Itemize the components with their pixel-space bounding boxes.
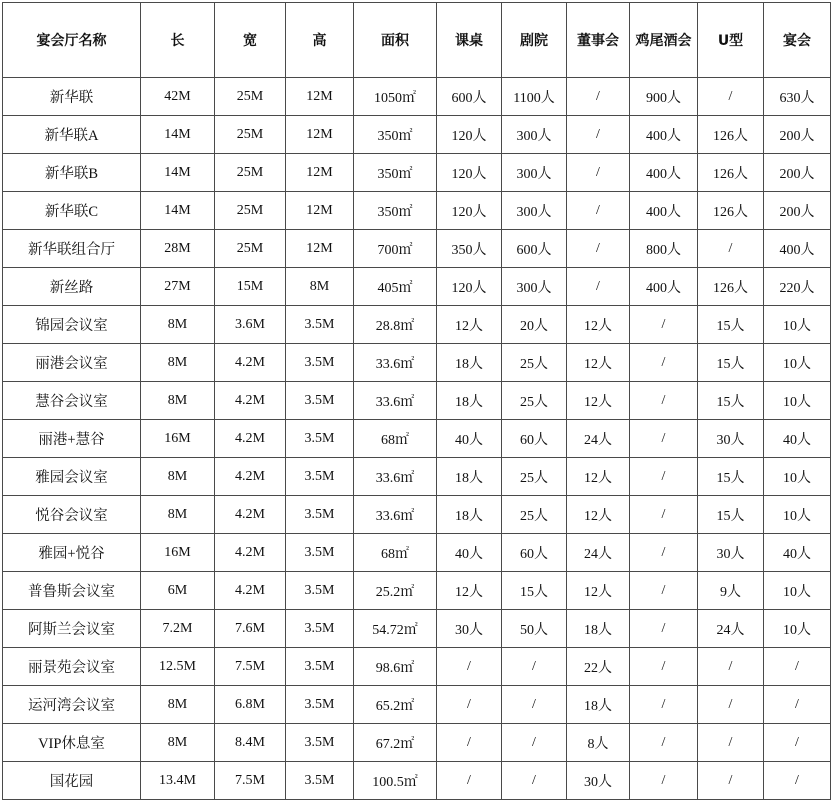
cell-height: 3.5M (286, 534, 354, 572)
cell-boardroom: / (567, 192, 630, 230)
col-header-theater: 剧院 (502, 3, 567, 78)
cell-hall-name: 新华联C (3, 192, 141, 230)
cell-height: 12M (286, 116, 354, 154)
cell-area: 100.5㎡ (354, 762, 437, 800)
cell-u-shape: 15人 (698, 344, 764, 382)
cell-hall-name: 国花园 (3, 762, 141, 800)
cell-area: 1050㎡ (354, 78, 437, 116)
cell-banquet: / (764, 762, 831, 800)
cell-boardroom: 12人 (567, 496, 630, 534)
cell-width: 4.2M (215, 458, 286, 496)
cell-u-shape: 15人 (698, 382, 764, 420)
cell-boardroom: 18人 (567, 610, 630, 648)
cell-u-shape: 15人 (698, 458, 764, 496)
table-row (3, 268, 831, 306)
cell-theater: / (502, 762, 567, 800)
cell-u-shape: 15人 (698, 496, 764, 534)
cell-cocktail: / (630, 724, 698, 762)
cell-width: 7.6M (215, 610, 286, 648)
cell-theater: 20人 (502, 306, 567, 344)
cell-width: 4.2M (215, 344, 286, 382)
cell-banquet: 200人 (764, 154, 831, 192)
cell-banquet: 10人 (764, 496, 831, 534)
cell-classroom: / (437, 724, 502, 762)
table-row (3, 686, 831, 724)
cell-classroom: 18人 (437, 496, 502, 534)
cell-width: 7.5M (215, 762, 286, 800)
cell-theater: 25人 (502, 458, 567, 496)
cell-length: 8M (141, 496, 215, 534)
col-header-width: 宽 (215, 3, 286, 78)
cell-hall-name: 雅园+悦谷 (3, 534, 141, 572)
cell-boardroom: 22人 (567, 648, 630, 686)
cell-height: 3.5M (286, 610, 354, 648)
table-row (3, 78, 831, 116)
col-header-u-shape: U型 (698, 3, 764, 78)
cell-u-shape: 126人 (698, 192, 764, 230)
cell-height: 12M (286, 192, 354, 230)
col-header-cocktail: 鸡尾酒会 (630, 3, 698, 78)
table-row (3, 534, 831, 572)
table-row (3, 762, 831, 800)
cell-cocktail: / (630, 306, 698, 344)
cell-u-shape: 126人 (698, 116, 764, 154)
cell-u-shape: 126人 (698, 268, 764, 306)
cell-area: 350㎡ (354, 154, 437, 192)
cell-hall-name: 雅园会议室 (3, 458, 141, 496)
cell-area: 67.2㎡ (354, 724, 437, 762)
cell-hall-name: 运河湾会议室 (3, 686, 141, 724)
cell-boardroom: / (567, 116, 630, 154)
cell-length: 8M (141, 382, 215, 420)
cell-u-shape: / (698, 762, 764, 800)
cell-classroom: 120人 (437, 192, 502, 230)
cell-cocktail: 400人 (630, 116, 698, 154)
cell-classroom: 40人 (437, 420, 502, 458)
venue-table (2, 2, 831, 800)
cell-length: 12.5M (141, 648, 215, 686)
cell-length: 14M (141, 192, 215, 230)
cell-boardroom: / (567, 230, 630, 268)
cell-height: 12M (286, 230, 354, 268)
table-row (3, 724, 831, 762)
cell-hall-name: 慧谷会议室 (3, 382, 141, 420)
cell-width: 25M (215, 116, 286, 154)
table-row (3, 382, 831, 420)
cell-hall-name: 丽港+慧谷 (3, 420, 141, 458)
cell-u-shape: 15人 (698, 306, 764, 344)
cell-width: 25M (215, 154, 286, 192)
cell-boardroom: 30人 (567, 762, 630, 800)
cell-theater: 1100人 (502, 78, 567, 116)
cell-length: 8M (141, 344, 215, 382)
table-row (3, 306, 831, 344)
cell-area: 54.72㎡ (354, 610, 437, 648)
cell-banquet: 630人 (764, 78, 831, 116)
cell-theater: 25人 (502, 496, 567, 534)
cell-hall-name: 锦园会议室 (3, 306, 141, 344)
cell-classroom: 120人 (437, 268, 502, 306)
cell-theater: 60人 (502, 420, 567, 458)
cell-length: 27M (141, 268, 215, 306)
cell-classroom: 30人 (437, 610, 502, 648)
cell-length: 8M (141, 686, 215, 724)
cell-banquet: 40人 (764, 420, 831, 458)
cell-length: 8M (141, 724, 215, 762)
cell-banquet: 10人 (764, 458, 831, 496)
cell-boardroom: 12人 (567, 458, 630, 496)
col-header-hall-name: 宴会厅名称 (3, 3, 141, 78)
cell-width: 25M (215, 192, 286, 230)
cell-cocktail: / (630, 534, 698, 572)
cell-theater: 300人 (502, 154, 567, 192)
table-row (3, 192, 831, 230)
cell-u-shape: / (698, 648, 764, 686)
cell-hall-name: 新华联组合厅 (3, 230, 141, 268)
cell-cocktail: 400人 (630, 154, 698, 192)
cell-cocktail: / (630, 420, 698, 458)
cell-boardroom: 24人 (567, 420, 630, 458)
table-row (3, 344, 831, 382)
cell-width: 3.6M (215, 306, 286, 344)
cell-hall-name: VIP休息室 (3, 724, 141, 762)
cell-width: 4.2M (215, 420, 286, 458)
cell-classroom: 12人 (437, 572, 502, 610)
cell-length: 8M (141, 306, 215, 344)
cell-length: 28M (141, 230, 215, 268)
cell-cocktail: 800人 (630, 230, 698, 268)
cell-theater: 25人 (502, 344, 567, 382)
table-row (3, 230, 831, 268)
cell-theater: 300人 (502, 268, 567, 306)
cell-u-shape: / (698, 686, 764, 724)
table-row (3, 458, 831, 496)
cell-area: 33.6㎡ (354, 344, 437, 382)
cell-theater: 60人 (502, 534, 567, 572)
table-body (3, 78, 831, 800)
cell-u-shape: / (698, 230, 764, 268)
cell-boardroom: 12人 (567, 306, 630, 344)
cell-length: 6M (141, 572, 215, 610)
cell-banquet: 40人 (764, 534, 831, 572)
col-header-height: 高 (286, 3, 354, 78)
table-row (3, 572, 831, 610)
cell-height: 12M (286, 78, 354, 116)
cell-height: 12M (286, 154, 354, 192)
cell-banquet: 200人 (764, 116, 831, 154)
cell-area: 700㎡ (354, 230, 437, 268)
col-header-area: 面积 (354, 3, 437, 78)
col-header-boardroom: 董事会 (567, 3, 630, 78)
cell-u-shape: / (698, 78, 764, 116)
cell-area: 68㎡ (354, 420, 437, 458)
table-row (3, 116, 831, 154)
cell-length: 13.4M (141, 762, 215, 800)
cell-theater: 300人 (502, 192, 567, 230)
cell-cocktail: / (630, 458, 698, 496)
cell-length: 8M (141, 458, 215, 496)
col-header-classroom: 课桌 (437, 3, 502, 78)
cell-height: 3.5M (286, 306, 354, 344)
cell-u-shape: 9人 (698, 572, 764, 610)
cell-boardroom: 12人 (567, 572, 630, 610)
cell-classroom: 600人 (437, 78, 502, 116)
cell-height: 3.5M (286, 344, 354, 382)
cell-banquet: / (764, 724, 831, 762)
cell-width: 4.2M (215, 382, 286, 420)
cell-hall-name: 丽港会议室 (3, 344, 141, 382)
cell-boardroom: / (567, 154, 630, 192)
cell-u-shape: 30人 (698, 420, 764, 458)
cell-classroom: 120人 (437, 154, 502, 192)
cell-width: 7.5M (215, 648, 286, 686)
cell-area: 25.2㎡ (354, 572, 437, 610)
cell-banquet: 10人 (764, 344, 831, 382)
cell-height: 3.5M (286, 572, 354, 610)
cell-banquet: 10人 (764, 306, 831, 344)
cell-height: 8M (286, 268, 354, 306)
cell-width: 4.2M (215, 496, 286, 534)
cell-area: 350㎡ (354, 192, 437, 230)
cell-cocktail: / (630, 496, 698, 534)
cell-height: 3.5M (286, 458, 354, 496)
cell-theater: / (502, 648, 567, 686)
cell-width: 8.4M (215, 724, 286, 762)
cell-cocktail: / (630, 686, 698, 724)
table-row (3, 648, 831, 686)
cell-theater: / (502, 724, 567, 762)
cell-width: 4.2M (215, 534, 286, 572)
cell-cocktail: 900人 (630, 78, 698, 116)
cell-length: 7.2M (141, 610, 215, 648)
cell-theater: 300人 (502, 116, 567, 154)
cell-width: 6.8M (215, 686, 286, 724)
cell-width: 15M (215, 268, 286, 306)
cell-length: 16M (141, 420, 215, 458)
cell-height: 3.5M (286, 762, 354, 800)
cell-height: 3.5M (286, 496, 354, 534)
cell-banquet: 10人 (764, 382, 831, 420)
cell-boardroom: 12人 (567, 382, 630, 420)
table-row (3, 420, 831, 458)
cell-boardroom: / (567, 78, 630, 116)
cell-hall-name: 普鲁斯会议室 (3, 572, 141, 610)
cell-width: 4.2M (215, 572, 286, 610)
cell-area: 350㎡ (354, 116, 437, 154)
cell-area: 68㎡ (354, 534, 437, 572)
cell-banquet: / (764, 648, 831, 686)
cell-theater: 600人 (502, 230, 567, 268)
cell-cocktail: / (630, 572, 698, 610)
cell-width: 25M (215, 78, 286, 116)
cell-area: 33.6㎡ (354, 382, 437, 420)
cell-length: 14M (141, 154, 215, 192)
table-row (3, 610, 831, 648)
cell-classroom: / (437, 762, 502, 800)
cell-cocktail: / (630, 610, 698, 648)
cell-classroom: 40人 (437, 534, 502, 572)
cell-area: 28.8㎡ (354, 306, 437, 344)
cell-boardroom: 12人 (567, 344, 630, 382)
table-row (3, 496, 831, 534)
cell-classroom: 18人 (437, 382, 502, 420)
cell-cocktail: 400人 (630, 268, 698, 306)
cell-cocktail: 400人 (630, 192, 698, 230)
cell-area: 33.6㎡ (354, 458, 437, 496)
cell-classroom: / (437, 686, 502, 724)
cell-hall-name: 阿斯兰会议室 (3, 610, 141, 648)
cell-height: 3.5M (286, 382, 354, 420)
cell-banquet: / (764, 686, 831, 724)
cell-banquet: 10人 (764, 610, 831, 648)
cell-u-shape: / (698, 724, 764, 762)
cell-length: 42M (141, 78, 215, 116)
cell-banquet: 400人 (764, 230, 831, 268)
table-row (3, 154, 831, 192)
cell-width: 25M (215, 230, 286, 268)
cell-height: 3.5M (286, 686, 354, 724)
cell-area: 98.6㎡ (354, 648, 437, 686)
cell-area: 65.2㎡ (354, 686, 437, 724)
cell-classroom: 350人 (437, 230, 502, 268)
cell-classroom: 18人 (437, 344, 502, 382)
cell-classroom: 120人 (437, 116, 502, 154)
cell-u-shape: 24人 (698, 610, 764, 648)
cell-height: 3.5M (286, 420, 354, 458)
cell-u-shape: 30人 (698, 534, 764, 572)
cell-classroom: 12人 (437, 306, 502, 344)
cell-hall-name: 新华联A (3, 116, 141, 154)
cell-boardroom: 24人 (567, 534, 630, 572)
cell-height: 3.5M (286, 648, 354, 686)
cell-cocktail: / (630, 344, 698, 382)
cell-length: 14M (141, 116, 215, 154)
cell-banquet: 220人 (764, 268, 831, 306)
cell-area: 33.6㎡ (354, 496, 437, 534)
cell-banquet: 10人 (764, 572, 831, 610)
cell-hall-name: 新华联 (3, 78, 141, 116)
cell-cocktail: / (630, 648, 698, 686)
col-header-length: 长 (141, 3, 215, 78)
cell-hall-name: 悦谷会议室 (3, 496, 141, 534)
cell-hall-name: 新华联B (3, 154, 141, 192)
cell-cocktail: / (630, 382, 698, 420)
cell-height: 3.5M (286, 724, 354, 762)
header-row (3, 3, 831, 78)
cell-classroom: 18人 (437, 458, 502, 496)
cell-cocktail: / (630, 762, 698, 800)
cell-boardroom: / (567, 268, 630, 306)
cell-u-shape: 126人 (698, 154, 764, 192)
cell-hall-name: 丽景苑会议室 (3, 648, 141, 686)
cell-boardroom: 18人 (567, 686, 630, 724)
cell-theater: / (502, 686, 567, 724)
cell-length: 16M (141, 534, 215, 572)
col-header-banquet: 宴会 (764, 3, 831, 78)
cell-theater: 25人 (502, 382, 567, 420)
cell-hall-name: 新丝路 (3, 268, 141, 306)
cell-banquet: 200人 (764, 192, 831, 230)
cell-theater: 50人 (502, 610, 567, 648)
cell-boardroom: 8人 (567, 724, 630, 762)
cell-theater: 15人 (502, 572, 567, 610)
cell-classroom: / (437, 648, 502, 686)
cell-area: 405㎡ (354, 268, 437, 306)
